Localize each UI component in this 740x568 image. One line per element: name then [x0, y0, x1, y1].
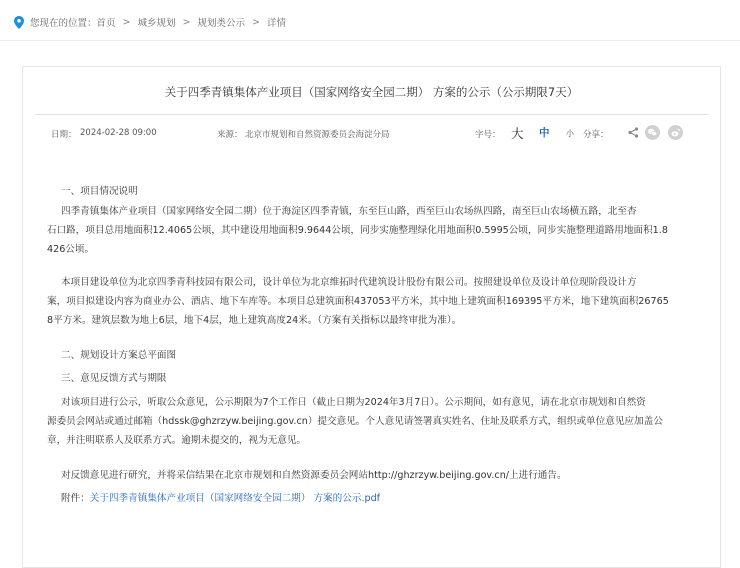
wechat-glyph-icon — [645, 125, 660, 140]
location-pin-icon — [14, 16, 24, 29]
font-size-large-button[interactable]: 大 — [511, 126, 524, 141]
attachment-pdf-link[interactable]: 关于四季青镇集体产业项目（国家网络安全园二期） 方案的公示.pdf — [89, 493, 381, 504]
breadcrumb-separator: > — [122, 16, 131, 28]
paragraph-line: 本项目建设单位为北京四季青科技园有限公司，设计单位为北京维拓时代建筑设计股份有限公司。按照建设单位及设计单位现阶段设计方 — [61, 277, 637, 288]
section-heading-2: 二、规划设计方案总平面图 — [61, 350, 177, 361]
breadcrumb-notice-link[interactable]: 规划类公示 — [197, 18, 245, 29]
paragraph-line: 石口路，项目总用地面积12.4065公顷，其中建设用地面积9.9644公顷，同步实施整理绿化用地面积0.5995公顷，同步实施整理道路用地面积1.8 — [47, 225, 668, 236]
article-card — [22, 66, 721, 568]
article-title: 关于四季青镇集体产业项目（国家网络安全园二期） 方案的公示（公示期限7天） — [164, 85, 579, 99]
share-icon[interactable] — [628, 127, 639, 138]
paragraph-1 — [47, 205, 740, 257]
breadcrumb-current: 详情 — [266, 18, 286, 29]
font-size-small-button[interactable]: 小 — [566, 129, 574, 138]
share-label: 分享： — [583, 130, 609, 140]
section-heading-3: 三、意见反馈方式与期限 — [61, 373, 167, 384]
paragraph-line: 案，项目拟建设内容为商业办公、酒店、地下车库等。本项目总建筑面积437053平方米，其中地上建筑面积169395平方米，地下建筑面积26765 — [47, 296, 669, 307]
publish-date: 2024-02-28 09:00 — [80, 128, 157, 138]
breadcrumb-prefix: 您现在的位置： — [30, 18, 97, 29]
breadcrumb-planning-link[interactable]: 城乡规划 — [137, 18, 176, 29]
section-heading-1: 一、项目情况说明 — [61, 186, 138, 197]
paragraph-4: 对反馈意见进行研究，并将采信结果在北京市规划和自然资源委员会网站http://ghzrzyw.beijing.gov.cn/上进行通告。 — [61, 470, 567, 481]
paragraph-2 — [47, 276, 740, 328]
source-label: 来源： — [217, 130, 243, 140]
paragraph-line: 源委员会网站或通过邮箱（hdssk@ghzrzyw.beijing.gov.cn）提交意见。个人意见请签署真实姓名、住址及联系方式，组织或单位意见应加盖公 — [47, 416, 663, 427]
breadcrumb — [14, 13, 286, 31]
weibo-glyph-icon — [668, 125, 683, 140]
paragraph-line: 8平方米。建筑层数为地上6层，地下4层，地上建筑高度24米。（方案有关指标以最终审批为准）。 — [47, 315, 462, 326]
date-label: 日期： — [51, 130, 77, 140]
paragraph-line: 对该项目进行公示，听取公众意见，公示期限为7个工作日（截止日期为2024年3月7日）。公示期间，如有意见，请在北京市规划和自然资 — [61, 397, 646, 408]
paragraph-3 — [47, 396, 740, 448]
weibo-share-icon[interactable] — [668, 125, 683, 140]
font-size-medium-button[interactable]: 中 — [539, 127, 550, 139]
breadcrumb-divider — [0, 40, 740, 41]
title-divider — [35, 114, 708, 115]
paragraph-line: 四季青镇集体产业项目（国家网络安全园二期）位于海淀区四季青镇，东至巨山路，西至巨山农场纵四路，南至巨山农场横五路，北至杏 — [61, 206, 637, 217]
breadcrumb-separator: > — [182, 16, 191, 28]
breadcrumb-home-link[interactable]: 首页 — [96, 18, 116, 29]
source-value: 北京市规划和自然资源委员会海淀分局 — [245, 130, 390, 140]
breadcrumb-separator: > — [252, 16, 260, 28]
attachment-row — [61, 492, 740, 506]
paragraph-line: 426公顷。 — [47, 244, 95, 255]
wechat-share-icon[interactable] — [645, 125, 660, 140]
paragraph-line: 章，并注明联系人及联系方式。逾期未提交的，视为无意见。 — [47, 435, 307, 446]
article-meta — [23, 125, 720, 141]
attachment-label: 附件： — [61, 493, 90, 504]
font-size-label: 字号： — [475, 130, 501, 140]
